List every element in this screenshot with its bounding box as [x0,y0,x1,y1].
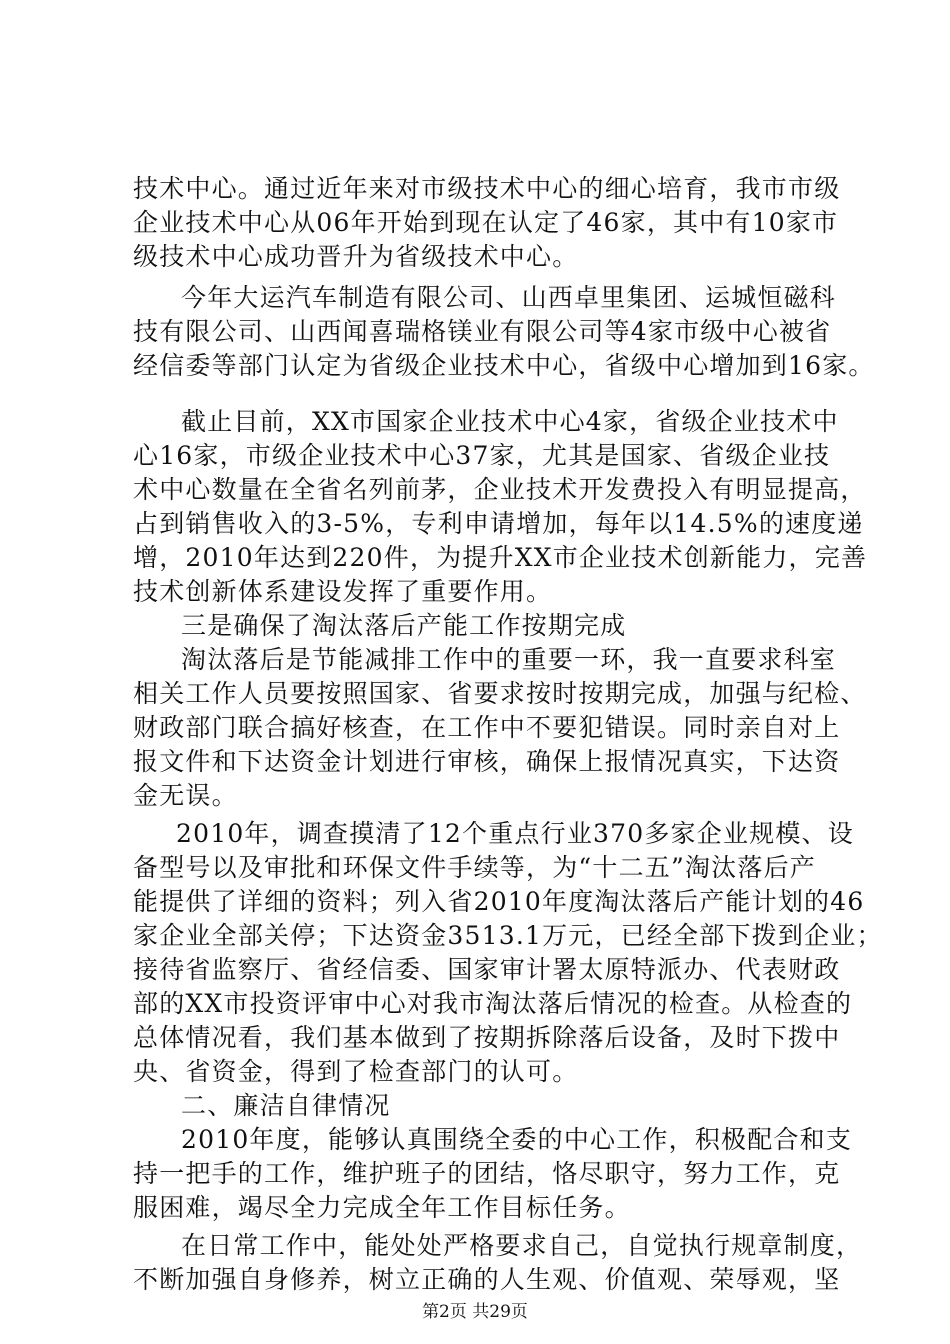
text-line: 企业技术中心从06年开始到现在认定了46家，其中有10家市 [133,208,839,237]
text-line: 央、省资金，得到了检查部门的认可。 [133,1057,579,1086]
text-line: 能提供了详细的资料；列入省2010年度淘汰落后产能计划的46 [133,887,865,916]
section-heading: 三是确保了淘汰落后产能工作按期完成 [181,611,627,640]
text-line: 部的XX市投资评审中心对我市淘汰落后情况的检查。从检查的 [133,989,853,1018]
text-line: 技术创新体系建设发挥了重要作用。 [133,577,553,606]
text-line: 备型号以及审批和环保文件手续等，为“十二五”淘汰落后产 [133,853,816,882]
text-line: 报文件和下达资金计划进行审核，确保上报情况真实，下达资 [133,747,841,776]
text-line: 技术中心。通过近年来对市级技术中心的细心培育，我市市级 [133,174,841,203]
text-line: 增，2010年达到220件，为提升XX市企业技术创新能力，完善 [133,543,868,572]
text-line: 财政部门联合搞好核查，在工作中不要犯错误。同时亲自对上 [133,713,841,742]
text-line: 淘汰落后是节能减排工作中的重要一环，我一直要求科室 [181,645,837,674]
text-line: 截止目前，XX市国家企业技术中心4家，省级企业技术中 [181,407,839,436]
text-line: 在日常工作中，能处处严格要求自己，自觉执行规章制度， [181,1231,863,1260]
text-line: 级技术中心成功晋升为省级技术中心。 [133,242,579,271]
text-line: 持一把手的工作，维护班子的团结，恪尽职守，努力工作，克 [133,1159,841,1188]
text-line: 不断加强自身修养，树立正确的人生观、价值观、荣辱观，坚 [133,1265,841,1294]
text-line: 服困难，竭尽全力完成全年工作目标任务。 [133,1193,631,1222]
text-line: 2010年度，能够认真围绕全委的中心工作，积极配合和支 [181,1125,853,1154]
text-line: 总体情况看，我们基本做到了按期拆除落后设备，及时下拨中 [133,1023,841,1052]
text-line: 占到销售收入的3-5%，专利申请增加，每年以14.5%的速度递 [133,509,864,538]
section-heading: 二、廉洁自律情况 [181,1091,391,1120]
text-line: 今年大运汽车制造有限公司、山西卓里集团、运城恒磁科 [181,283,837,312]
page-footer: 第2页 共29页 [422,1302,528,1322]
text-line: 心16家，市级企业技术中心37家，尤其是国家、省级企业技 [133,441,831,470]
text-line: 技有限公司、山西闻喜瑞格镁业有限公司等4家市级中心被省 [133,317,832,346]
text-line: 家企业全部关停；下达资金3513.1万元，已经全部下拨到企业； [133,921,883,950]
text-line: 术中心数量在全省名列前茅，企业技术开发费投入有明显提高， [133,475,867,504]
text-line: 2010年，调查摸清了12个重点行业370多家企业规模、设 [176,819,854,848]
text-line: 经信委等部门认定为省级企业技术中心，省级中心增加到16家。 [133,351,875,380]
text-line: 金无误。 [133,781,238,810]
text-line: 相关工作人员要按照国家、省要求按时按期完成，加强与纪检、 [133,679,867,708]
text-line: 接待省监察厅、省经信委、国家审计署太原特派办、代表财政 [133,955,841,984]
